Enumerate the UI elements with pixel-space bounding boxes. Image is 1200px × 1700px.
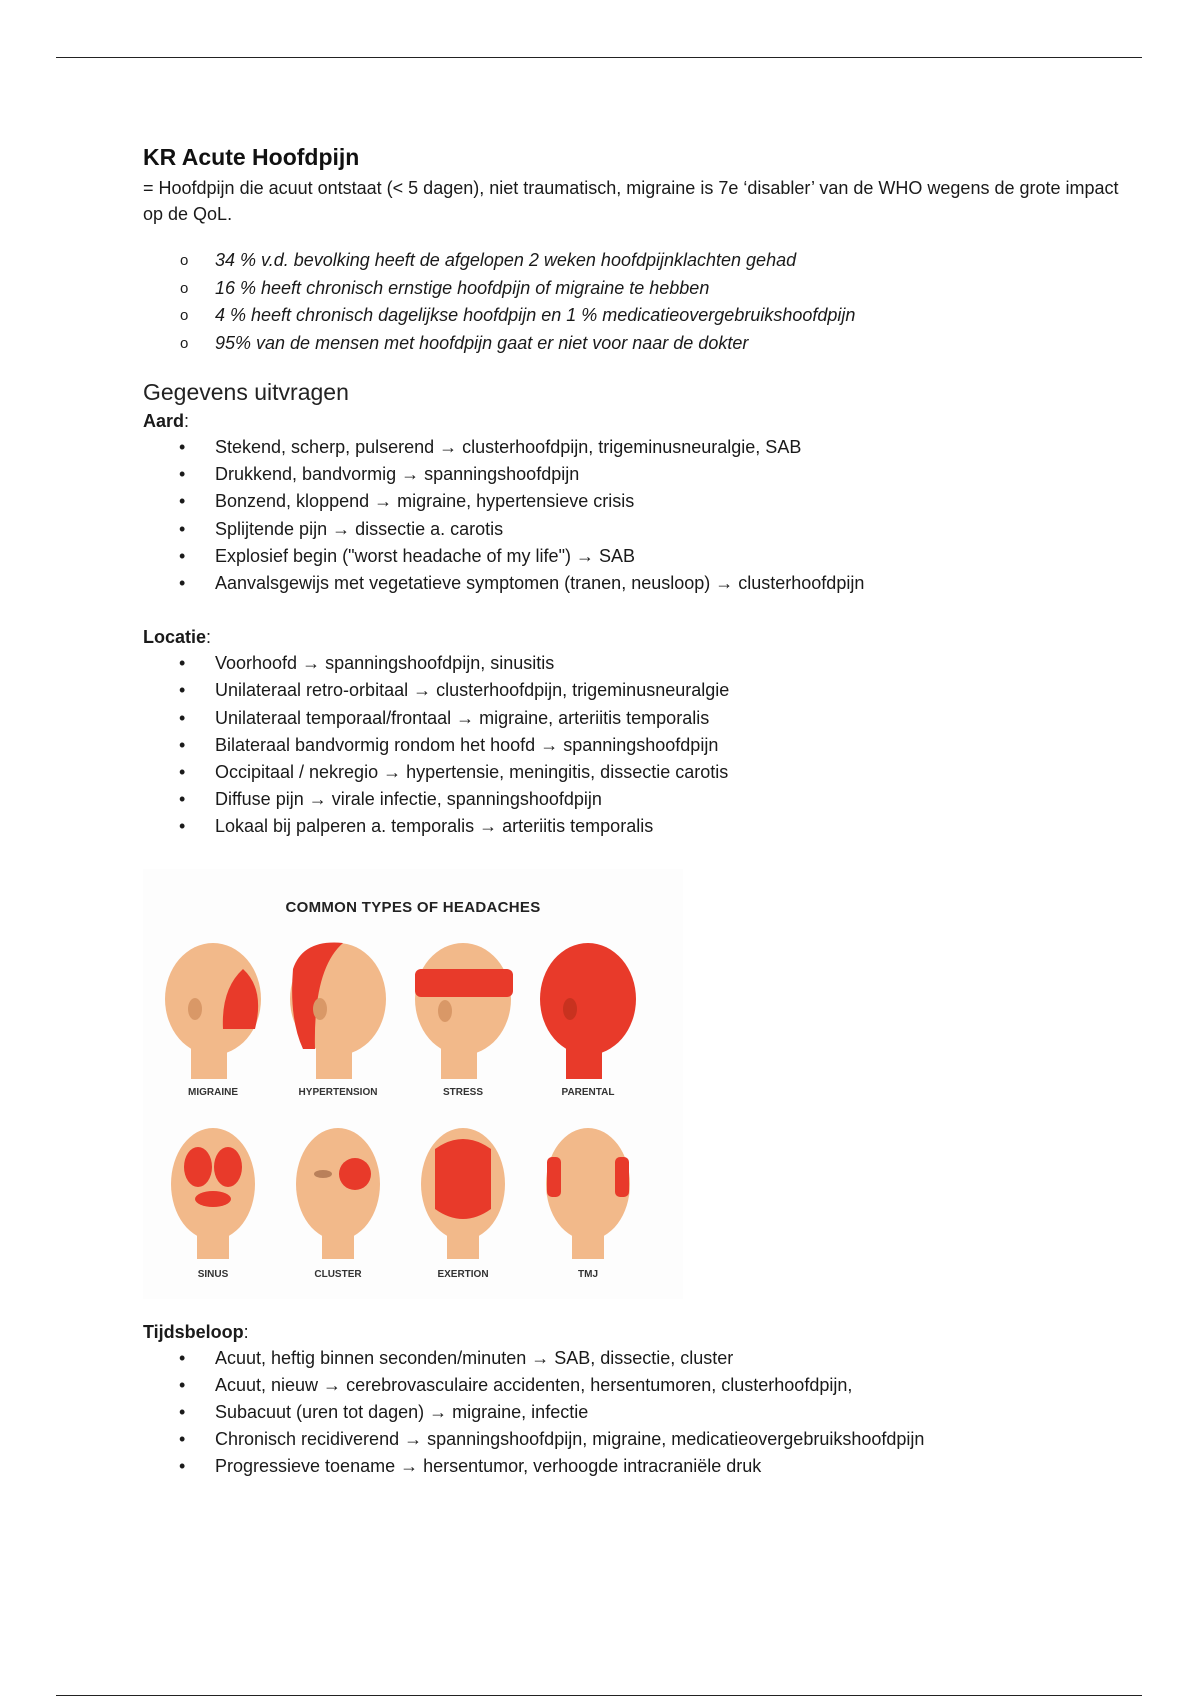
list-item: • Unilateraal retro-orbitaal → clusterhoofdpijn, trigeminusneuralgie — [143, 677, 1143, 704]
caption-tmj: TMJ — [578, 1268, 598, 1280]
list-item: o 95% van de mensen met hoofdpijn gaat er niet voor naar de dokter — [143, 330, 1143, 358]
sinus-head-icon — [171, 1128, 255, 1259]
list-item: • Unilateraal temporaal/frontaal → migraine, arteriitis temporalis — [143, 705, 1143, 732]
list-item: • Drukkend, bandvormig → spanningshoofdpijn — [143, 461, 1143, 488]
list-item: • Explosief begin ("worst headache of my life") → SAB — [143, 543, 1143, 570]
stress-head-icon — [415, 943, 513, 1079]
footer-rule — [56, 1695, 1142, 1696]
caption-hypertension: HYPERTENSION — [298, 1086, 378, 1098]
section-heading: Gegevens uitvragen — [143, 379, 349, 405]
migraine-head-icon — [165, 943, 261, 1079]
document-title: KR Acute Hoofdpijn — [143, 144, 360, 170]
intro-paragraph: = Hoofdpijn die acuut ontstaat (< 5 dagen), niet traumatisch, migraine is 7e ‘disabler’ van de WHO wegens de grote impact op de QoL. — [143, 178, 1119, 224]
headache-types-figure — [143, 869, 683, 1299]
parental-head-icon — [540, 943, 636, 1079]
list-item: • Aanvalsgewijs met vegetatieve symptomen (tranen, neusloop) → clusterhoofdpijn — [143, 570, 1143, 597]
list-item: • Bilateraal bandvormig rondom het hoofd → spanningshoofdpijn — [143, 732, 1143, 759]
aard-label: Aard: — [143, 411, 190, 431]
aard-list — [143, 434, 1143, 597]
list-item: • Progressieve toename → hersentumor, verhoogde intracraniële druk — [143, 1453, 1143, 1480]
list-item: o 4 % heeft chronisch dagelijkse hoofdpijn en 1 % medicatieovergebruikshoofdpijn — [143, 302, 1143, 330]
statistics-list — [143, 247, 1143, 357]
list-item: • Chronisch recidiverend → spanningshoofdpijn, migraine, medicatieovergebruikshoofdpijn — [143, 1426, 1143, 1453]
caption-migraine: MIGRAINE — [188, 1086, 238, 1098]
tijdsbeloop-list — [143, 1345, 1143, 1481]
figure-title: COMMON TYPES OF HEADACHES — [285, 898, 541, 916]
locatie-label: Locatie: — [143, 627, 212, 648]
list-item: • Splijtende pijn → dissectie a. carotis — [143, 516, 1143, 543]
list-item: • Lokaal bij palperen a. temporalis → arteriitis temporalis — [143, 813, 1143, 840]
tmj-head-icon — [546, 1128, 630, 1259]
headache-illustration — [143, 929, 683, 1299]
list-item: • Acuut, nieuw → cerebrovasculaire accidenten, hersentumoren, clusterhoofdpijn, — [143, 1372, 1143, 1399]
header-rule — [56, 57, 1142, 58]
caption-stress: STRESS — [442, 1086, 483, 1098]
exertion-head-icon — [421, 1128, 505, 1259]
list-item: • Acuut, heftig binnen seconden/minuten → SAB, dissectie, cluster — [143, 1345, 1143, 1372]
list-item: • Stekend, scherp, pulserend → clusterhoofdpijn, trigeminusneuralgie, SAB — [143, 434, 1143, 461]
cluster-head-icon — [296, 1128, 380, 1259]
hypertension-head-icon — [290, 942, 386, 1078]
list-item: • Bonzend, kloppend → migraine, hypertensieve crisis — [143, 488, 1143, 515]
caption-exertion: EXERTION — [437, 1268, 489, 1280]
caption-parental: PARENTAL — [561, 1086, 615, 1098]
caption-cluster: CLUSTER — [314, 1268, 362, 1280]
tijdsbeloop-label: Tijdsbeloop: — [143, 1321, 249, 1342]
list-item: • Subacuut (uren tot dagen) → migraine, infectie — [143, 1399, 1143, 1426]
caption-sinus: SINUS — [197, 1268, 229, 1280]
list-item: • Voorhoofd → spanningshoofdpijn, sinusitis — [143, 650, 1143, 677]
list-item: • Occipitaal / nekregio → hypertensie, meningitis, dissectie carotis — [143, 759, 1143, 786]
document-body — [143, 144, 1143, 1481]
list-item: • Diffuse pijn → virale infectie, spanningshoofdpijn — [143, 786, 1143, 813]
list-item: o 34 % v.d. bevolking heeft de afgelopen 2 weken hoofdpijnklachten gehad — [143, 247, 1143, 275]
locatie-list — [143, 650, 1143, 840]
list-item: o 16 % heeft chronisch ernstige hoofdpijn of migraine te hebben — [143, 275, 1143, 303]
